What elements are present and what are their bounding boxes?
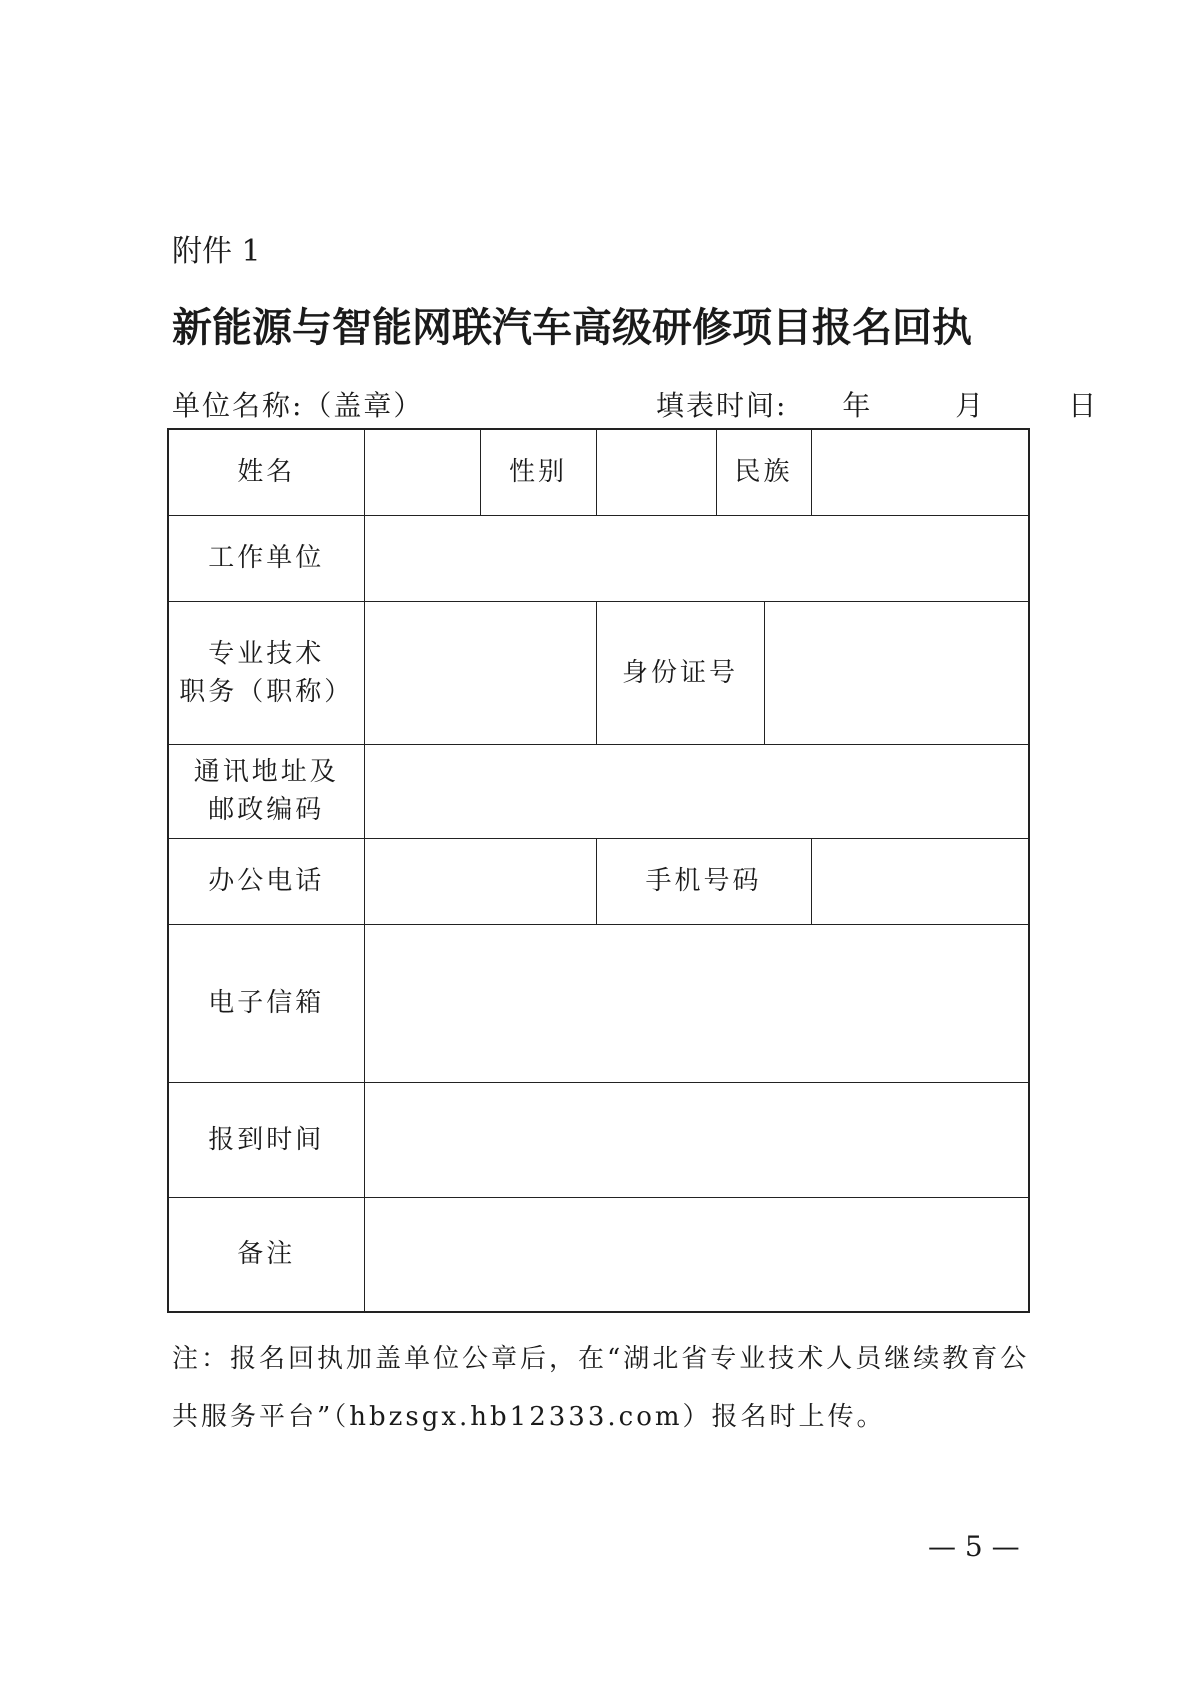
office-phone-value-cell[interactable] [364,838,596,924]
footnote: 注：报名回执加盖单位公章后，在“湖北省专业技术人员继续教育公共服务平台”（hbzsgx.hb12333.com）报名时上传。 [172,1344,1030,1432]
professional-title-value-cell[interactable] [364,601,596,744]
professional-title-label [168,601,364,744]
name-label: 姓名 [168,429,364,515]
work-unit-value-cell[interactable] [364,515,1029,601]
gender-value-cell[interactable] [596,429,716,515]
id-number-label: 身份证号 [596,601,764,744]
ethnicity-label: 民族 [716,429,811,515]
report-time-label: 报到时间 [168,1082,364,1197]
professional-title-label-line2: 职务（职称） [179,676,354,707]
office-phone-label: 办公电话 [168,838,364,924]
email-label: 电子信箱 [168,924,364,1082]
mobile-value-cell[interactable] [811,838,1029,924]
fill-time-line [656,384,1098,424]
remarks-value-cell[interactable] [364,1197,1029,1312]
attachment-label: 附件 1 [172,234,261,269]
address-label-line2: 邮政编码 [208,795,325,825]
work-unit-label: 工作单位 [168,515,364,601]
professional-title-label-line1: 专业技术 [208,638,325,669]
ethnicity-value-cell[interactable] [811,429,1029,515]
day-label: 日 [1068,389,1099,422]
page-title: 新能源与智能网联汽车高级研修项目报名回执 [172,305,972,351]
gender-label: 性别 [480,429,596,515]
unit-name-label: 单位名称:（盖章） [172,389,424,422]
address-label-line1: 通讯地址及 [193,757,339,787]
address-label [168,744,364,838]
id-number-value-cell[interactable] [764,601,1029,744]
remarks-label: 备注 [168,1197,364,1312]
mobile-label: 手机号码 [596,838,811,924]
registration-form-table [167,428,1030,1313]
year-label: 年 [842,389,873,422]
address-value-cell[interactable] [364,744,1029,838]
fill-time-label: 填表时间: [656,389,788,422]
email-value-cell[interactable] [364,924,1029,1082]
report-time-value-cell[interactable] [364,1082,1029,1197]
month-label: 月 [955,389,986,422]
name-value-cell[interactable] [364,429,480,515]
page-number: — 5 — [928,1530,1020,1563]
